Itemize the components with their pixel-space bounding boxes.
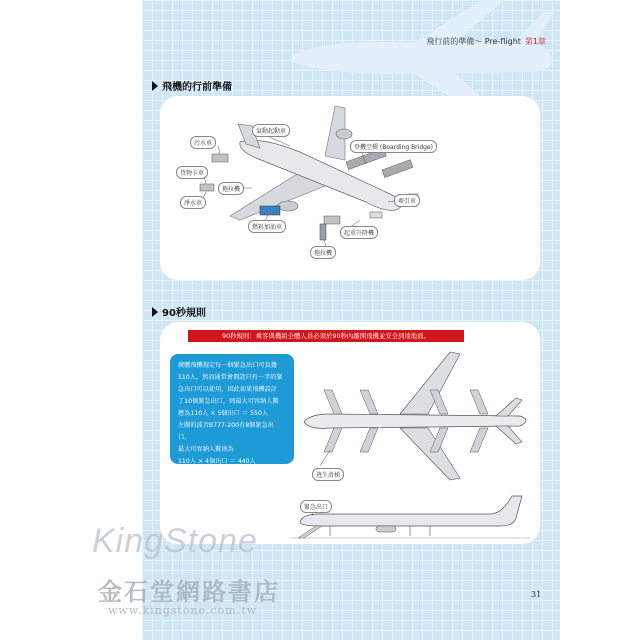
ninety-second-rule-panel — [160, 322, 540, 544]
section-title-90sec — [152, 304, 206, 319]
watermark-brand: KingStone — [92, 522, 258, 560]
box-line: 110人，然而通常會假設只有一半的緊 — [178, 374, 283, 381]
label-tow-tug: 拖拉機 — [218, 182, 244, 195]
top-view-evacuation-diagram — [300, 350, 536, 482]
triangle-icon — [152, 307, 158, 317]
label-air-start: 氣動起動車 — [252, 124, 290, 137]
box-line: 110人 × 4個出口 ＝ 440人 — [178, 458, 256, 465]
preflight-diagram-panel — [160, 96, 540, 280]
capacity-explanation-box — [170, 354, 294, 464]
box-line: 最大可容納人數則為 — [178, 446, 234, 453]
box-line: 應為110人 × 5個出口 ＝ 550人 — [178, 410, 269, 417]
chapter-header — [426, 36, 546, 47]
box-line: 了10個緊急出口，則最大可容納人數 — [178, 398, 279, 405]
box-line: 廣體飛機規定每一個緊急出口可負擔 — [178, 362, 277, 369]
rule-banner: 90秒規則：乘客與機組全體人員必須於90秒內離開飛機並安全到達地面。 — [188, 330, 464, 342]
label-emergency-exit: 緊急出口 — [300, 500, 332, 513]
section2-title-text: 90秒規則 — [162, 308, 206, 319]
section1-title-text: 飛機的行前準備 — [162, 82, 232, 93]
label-boarding-bridge: 登機空橋 (Boarding Bridge) — [350, 140, 437, 153]
box-line: 左圖的波音B777-200有8個緊急出口， — [178, 422, 274, 441]
label-escape-slide: 逃生滑梯 — [312, 468, 344, 481]
label-water-truck: 淨水車 — [180, 196, 206, 209]
page-number: 31 — [531, 590, 542, 599]
header-title: 飛行前的準備～ Pre-flight — [426, 37, 521, 46]
label-fuel-truck: 燃料加油車 — [248, 220, 286, 233]
section-title-preflight — [152, 78, 232, 93]
label-lift: 起重升降機 — [340, 226, 378, 239]
side-view-plane-illustration — [290, 486, 530, 542]
chapter-number: 第1章 — [524, 37, 546, 46]
ground-service-illustration — [160, 96, 540, 280]
box-line: 急出口可以使用，因此如果飛機設計 — [178, 386, 277, 393]
label-cargo-truck: 貨物卡車 — [176, 166, 208, 179]
watermark-chinese: 金石堂網路書店 — [98, 577, 280, 606]
label-lavatory-truck: 污水車 — [190, 136, 216, 149]
label-pushback: 牽引車 — [394, 194, 420, 207]
watermark-url: www.kingstone.com.tw — [108, 604, 258, 617]
triangle-icon — [152, 81, 158, 91]
label-tow-tug-2: 拖拉機 — [310, 246, 336, 259]
